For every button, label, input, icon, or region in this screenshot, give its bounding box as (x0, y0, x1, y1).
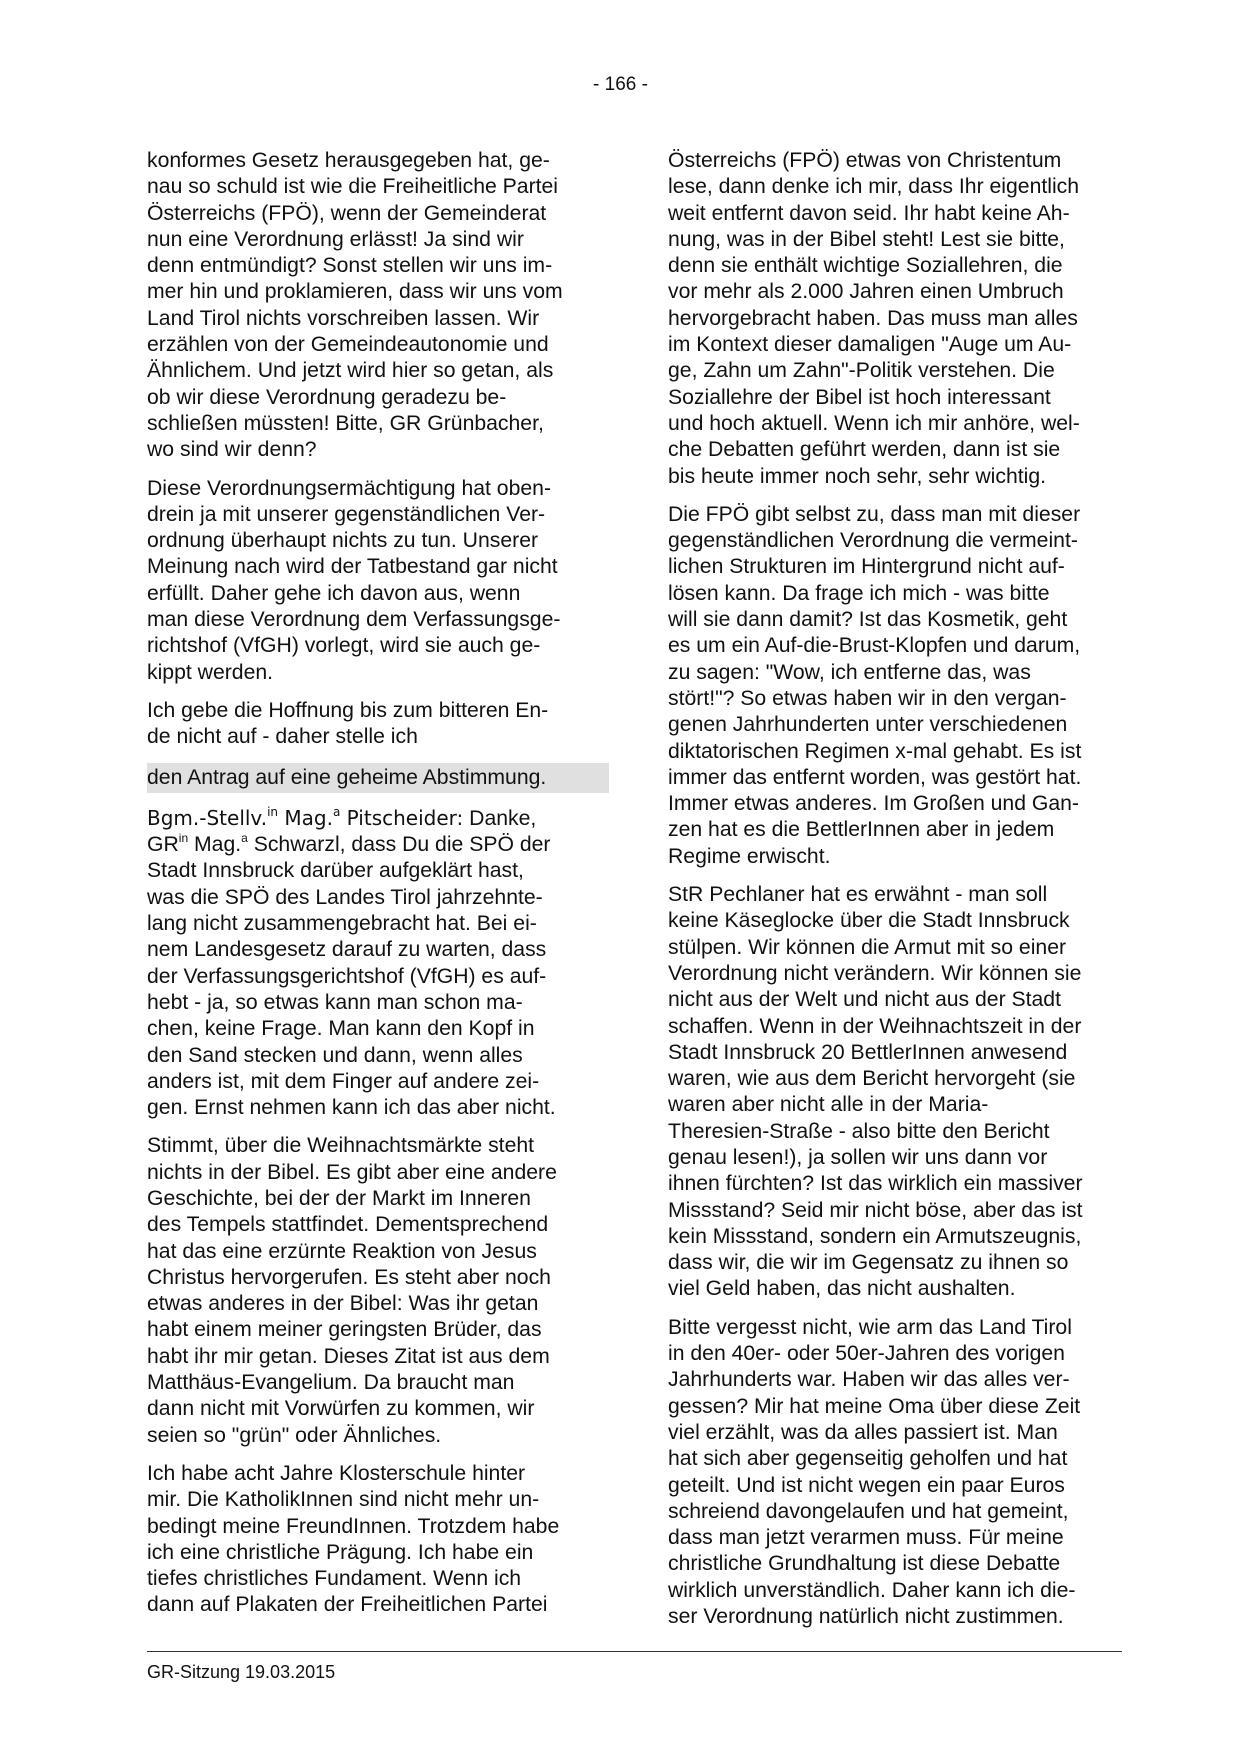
text-line: kippt werden. (147, 660, 274, 684)
text-line: ihnen fürchten? Ist das wirklich ein massiver (668, 1172, 1083, 1196)
paragraph (668, 502, 1130, 870)
text-line: bedingt meine FreundInnen. Trotzdem habe (147, 1514, 560, 1538)
text-line: etwas anderes in der Bibel: Was ihr getan (147, 1292, 539, 1316)
paragraph (147, 1133, 609, 1449)
text-line: dann nicht mit Vorwürfen zu kommen, wir (147, 1397, 535, 1421)
text-line: hervorgebracht haben. Das muss man alles (668, 306, 1078, 330)
text-line: schaffen. Wenn in der Weihnachtszeit in der (668, 1014, 1082, 1038)
text-line: genen Jahrhunderten unter verschiedenen (668, 713, 1068, 737)
text-line: tiefes christliches Fundament. Wenn ich (147, 1567, 522, 1591)
text-line: chen, keine Frage. Man kann den Kopf in (147, 1017, 535, 1041)
text-line: schließen müssten! Bitte, GR Grünbacher, (147, 411, 544, 435)
speaker-title: Bgm.-Stellv. (147, 805, 268, 830)
text-line: wo sind wir denn? (147, 438, 317, 462)
superscript: in (178, 831, 189, 846)
text-line: der Verfassungsgerichtshof (VfGH) es auf- (147, 964, 547, 988)
text-line: che Debatten geführt werden, dann ist sie (668, 438, 1061, 462)
text-line: Meinung nach wird der Tatbestand gar nicht (147, 555, 558, 579)
text-line: Regime erwischt. (668, 844, 831, 868)
text-line: viel erzählt, was da alles passiert ist. Man (668, 1420, 1058, 1444)
paragraph (147, 148, 609, 464)
text-line: Land Tirol nichts vorschreiben lassen. Wir (147, 306, 540, 330)
text-line: nichts in der Bibel. Es gibt aber eine andere (147, 1160, 557, 1184)
page-number: - 166 - (593, 74, 648, 95)
text-line: hebt - ja, so etwas kann man schon ma- (147, 990, 523, 1014)
text-line: anders ist, mit dem Finger auf andere zei- (147, 1069, 540, 1093)
left-column (147, 148, 609, 1631)
text-line: Soziallehre der Bibel ist hoch interessant (668, 385, 1051, 409)
superscript: a (241, 831, 248, 846)
text-line: christliche Grundhaltung ist diese Debatte (668, 1552, 1061, 1576)
text-line: lese, dann denke ich mir, dass Ihr eigentlich (668, 175, 1080, 199)
text-line: genau lesen!), ja sollen wir uns dann vor (668, 1145, 1048, 1169)
text-line: bis heute immer noch sehr, sehr wichtig. (668, 464, 1047, 488)
text-line: Österreichs (FPÖ), wenn der Gemeinderat (147, 201, 547, 225)
text-line: schreiend davongelaufen und hat gemeint, (668, 1499, 1069, 1523)
right-column (668, 148, 1130, 1642)
text-line: wirklich unverständlich. Daher kann ich die- (668, 1578, 1076, 1602)
text-line: drein ja mit unserer gegenständlichen Ver- (147, 502, 546, 526)
text-line: waren aber nicht alle in der Maria- (668, 1093, 989, 1117)
text-line: richtshof (VfGH) vorlegt, wird sie auch ge- (147, 634, 541, 658)
paragraph (668, 882, 1130, 1303)
text-line: lösen kann. Da frage ich mich - was bitte (668, 581, 1050, 605)
text-line: dass wir, die wir im Gegensatz zu ihnen so (668, 1251, 1069, 1275)
text-line: im Kontext dieser damaligen "Auge um Au- (668, 333, 1072, 357)
text-line: Verordnung nicht verändern. Wir können sie (668, 961, 1082, 985)
footer-divider (147, 1651, 1122, 1652)
text-line: gen. Ernst nehmen kann ich das aber nicht. (147, 1096, 556, 1120)
text-line: seien so "grün" oder Ähnliches. (147, 1423, 442, 1447)
paragraph (668, 1315, 1130, 1631)
text-line: Bitte vergesst nicht, wie arm das Land Tirol (668, 1315, 1072, 1339)
text-line: man diese Verordnung dem Verfassungsge- (147, 608, 561, 632)
text-line: erfüllt. Daher gehe ich davon aus, wenn (147, 581, 521, 605)
text-line: weit entfernt davon seid. Ihr habt keine Ah- (668, 201, 1070, 225)
speech-text: Danke, (463, 806, 537, 830)
text-line: den Sand stecken und dann, wenn alles (147, 1043, 523, 1067)
text-line: Theresien-Straße - also bitte den Bericht (668, 1119, 1050, 1143)
paragraph (147, 476, 609, 686)
text-line: gessen? Mir hat meine Oma über diese Zeit (668, 1394, 1081, 1418)
text-line: Ich gebe die Hoffnung bis zum bitteren En- (147, 698, 549, 722)
text-line: Diese Verordnungsermächtigung hat oben- (147, 476, 551, 500)
text-line: und hoch aktuell. Wenn ich mir anhöre, wel- (668, 411, 1080, 435)
speech-text: Schwarzl, dass Du die SPÖ der (247, 833, 551, 857)
text-line: geteilt. Und ist nicht wegen ein paar Euros (668, 1473, 1065, 1497)
text-line: erzählen von der Gemeindeautonomie und (147, 333, 549, 357)
speech-text: GR (147, 833, 179, 857)
text-line: dass man jetzt verarmen muss. Für meine (668, 1526, 1064, 1550)
text-line: vor mehr als 2.000 Jahren einen Umbruch (668, 280, 1064, 304)
paragraph (668, 148, 1130, 490)
text-line: denn entmündigt? Sonst stellen wir uns im- (147, 254, 553, 278)
text-line: ich eine christliche Prägung. Ich habe ein (147, 1540, 534, 1564)
text-line: mer hin und proklamieren, dass wir uns vom (147, 280, 563, 304)
text-line: diktatorischen Regimen x-mal gehabt. Es ist (668, 739, 1082, 763)
text-line: stülpen. Wir können die Armut mit so einer (668, 935, 1067, 959)
text-line: hat sich aber gegenseitig geholfen und hat (668, 1447, 1068, 1471)
text-line: kein Missstand, sondern ein Armutszeugnis, (668, 1224, 1082, 1248)
text-line: konformes Gesetz herausgegeben hat, ge- (147, 149, 550, 172)
text-line: lichen Strukturen im Hintergrund nicht auf- (668, 555, 1065, 579)
speaker-paragraph (147, 805, 609, 1122)
text-line: de nicht auf - daher stelle ich (147, 725, 418, 749)
text-line: gegenständlichen Verordnung die vermeint- (668, 529, 1078, 553)
text-line: nau so schuld ist wie die Freiheitliche Partei (147, 175, 559, 199)
text-line: Die FPÖ gibt selbst zu, dass man mit dieser (668, 502, 1081, 526)
speaker-surname: Pitscheider: (340, 805, 464, 830)
text-line: ordnung überhaupt nichts zu tun. Unserer (147, 529, 539, 553)
text-line: ob wir diese Verordnung geradezu be- (147, 385, 507, 409)
footer-session-date: GR-Sitzung 19.03.2015 (147, 1662, 336, 1682)
text-line: es um ein Auf-die-Brust-Klopfen und darum, (668, 634, 1081, 658)
text-line: StR Pechlaner hat es erwähnt - man soll (668, 883, 1048, 907)
text-line: will sie dann damit? Ist das Kosmetik, geht (668, 608, 1068, 632)
text-line: in den 40er- oder 50er-Jahren des vorigen (668, 1342, 1065, 1366)
text-line (147, 805, 609, 832)
text-line: Österreichs (FPÖ) etwas von Christentum (668, 149, 1062, 172)
text-line: waren, wie aus dem Bericht hervorgeht (sie (668, 1067, 1076, 1091)
speaker-title: Mag. (278, 805, 333, 830)
text-line: Stadt Innsbruck 20 BettlerInnen anwesend (668, 1040, 1068, 1064)
text-line (147, 832, 609, 858)
text-line: nung, was in der Bibel steht! Lest sie bitte, (668, 227, 1065, 251)
text-line: viel Geld haben, das nicht aushalten. (668, 1277, 1016, 1301)
text-line: Immer etwas anderes. Im Großen und Gan- (668, 792, 1079, 816)
text-line: stört!"? So etwas haben wir in den vergan- (668, 686, 1067, 710)
text-line: habt ihr mir getan. Dieses Zitat ist aus dem (147, 1344, 550, 1368)
text-line: denn sie enthält wichtige Soziallehren, die (668, 254, 1063, 278)
text-line: lang nicht zusammengebracht hat. Bei ei- (147, 912, 537, 936)
text-line: Christus hervorgerufen. Es steht aber noch (147, 1265, 551, 1289)
text-line: zen hat es die BettlerInnen aber in jedem (668, 818, 1055, 842)
text-line: ser Verordnung natürlich nicht zustimmen. (668, 1605, 1064, 1629)
motion-highlight: den Antrag auf eine geheime Abstimmung. (147, 763, 609, 793)
paragraph (147, 1461, 609, 1619)
text-line: was die SPÖ des Landes Tirol jahrzehnte- (147, 885, 543, 909)
superscript: in (267, 804, 279, 819)
text-line: nun eine Verordnung erlässt! Ja sind wir (147, 227, 524, 251)
superscript: a (332, 804, 341, 819)
text-line: Geschichte, bei der der Markt im Inneren (147, 1186, 531, 1210)
text-line: immer das entfernt worden, was gestört hat. (668, 765, 1082, 789)
text-line: Ähnlichem. Und jetzt wird hier so getan, als (147, 359, 554, 383)
text-line: Matthäus-Evangelium. Da braucht man (147, 1371, 515, 1395)
text-line: hat das eine erzürnte Reaktion von Jesus (147, 1239, 537, 1263)
text-line: Ich habe acht Jahre Klosterschule hinter (147, 1461, 526, 1485)
text-line: Stadt Innsbruck darüber aufgeklärt hast, (147, 859, 524, 883)
speech-text: Mag. (188, 833, 242, 857)
text-line: habt einem meiner geringsten Brüder, das (147, 1318, 542, 1342)
text-line: Jahrhunderts war. Haben wir das alles ver- (668, 1368, 1070, 1392)
text-line: nem Landesgesetz darauf zu warten, dass (147, 938, 547, 962)
text-line: Missstand? Seid mir nicht böse, aber das ist (668, 1198, 1083, 1222)
text-line: des Tempels stattfindet. Dementsprechend (147, 1213, 549, 1237)
text-line: zu sagen: "Wow, ich entferne das, was (668, 660, 1031, 684)
speaker-name (147, 806, 463, 830)
text-line: ge, Zahn um Zahn"-Politik verstehen. Die (668, 359, 1055, 383)
text-line: Stimmt, über die Weihnachtsmärkte steht (147, 1134, 535, 1158)
paragraph (147, 698, 609, 751)
text-line: nicht aus der Welt und nicht aus der Stadt (668, 988, 1061, 1012)
text-line: dann auf Plakaten der Freiheitlichen Partei (147, 1593, 548, 1617)
text-line: mir. Die KatholikInnen sind nicht mehr un- (147, 1488, 540, 1512)
text-line: keine Käseglocke über die Stadt Innsbruck (668, 909, 1070, 933)
